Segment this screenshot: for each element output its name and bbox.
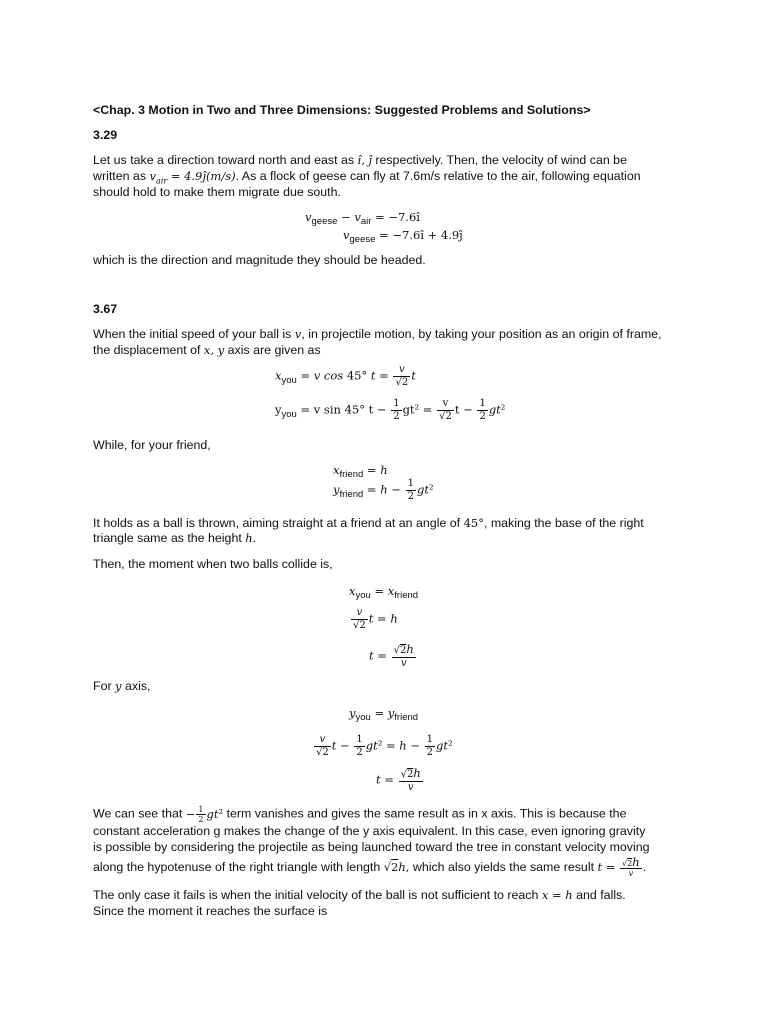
- text-span: It holds as a ball is thrown, aiming straight at a friend at an angle of: [93, 516, 461, 530]
- paragraph-line: [93, 887, 626, 903]
- text-span: triangle same as the height: [93, 531, 242, 545]
- equation: $x_{you} = x_{friend}$: [349, 584, 419, 601]
- paragraph-line: Then, the moment when two balls collide is,: [93, 557, 333, 571]
- math-inline: ĵ: [368, 153, 372, 167]
- math-inline: v: [294, 327, 302, 341]
- equation: $y_{you} = y_{friend}$: [349, 706, 419, 723]
- paragraph-line: [93, 678, 150, 694]
- equation: $v_{geese}$ = −7.6î + 4.9ĵ: [343, 228, 463, 245]
- text-span: , in projectile motion, by taking your position as an origin of frame,: [301, 327, 662, 341]
- paragraph-line: [93, 326, 662, 342]
- equation-x-you: $x_{you} = v$ cos 45° t = $\frac{v}{√2}$ t: [275, 364, 416, 388]
- paragraph-line: Since the moment it reaches the surface is: [93, 904, 328, 918]
- text-span: . As a flock of geese can fly at 7.6m/s relative to the air, following equation: [235, 169, 641, 183]
- paragraph-line: which is the direction and magnitude they should be headed.: [93, 253, 426, 267]
- equation-y-you: $y_{you} = v$ sin 45° t − $\frac{1}{2}$ gt² = $\frac{v}{√2}$ t − $\frac{1}{2}$ gt²: [275, 398, 506, 422]
- equation: $\frac{v}{√2}$ t = h: [353, 607, 398, 631]
- equation-x-friend: $x_{friend} = h$: [333, 463, 388, 480]
- math-inline: î,: [357, 153, 365, 167]
- paragraph-line: [93, 855, 647, 878]
- text-span: The only case it fails is when the initial velocity of the ball is not sufficient to reach: [93, 888, 539, 902]
- text-span: which also yields the same result: [412, 860, 595, 874]
- paragraph-line: [93, 805, 626, 824]
- text-span: axis are given as: [227, 343, 321, 357]
- text-span: We can see that: [93, 806, 183, 821]
- problem-number: 3.67: [93, 302, 118, 316]
- paragraph-line: [93, 530, 256, 546]
- text-span: When the initial speed of your ball is: [93, 327, 292, 341]
- paragraph-line: constant acceleration g makes the change of the y axis equivalent. In this case, even ignoring gravity: [93, 824, 646, 838]
- equation: t = $\frac{√2h}{v}$: [376, 766, 421, 793]
- equation: $\frac{v}{√2}$ t − $\frac{1}{2}$ gt² = h − $\frac{1}{2}$ gt²: [316, 734, 453, 758]
- text-span: , making the base of the right: [483, 516, 644, 530]
- page-heading: <Chap. 3 Motion in Two and Three Dimensions: Suggested Problems and Solutions>: [93, 103, 591, 117]
- math-inline: y: [115, 679, 122, 693]
- paragraph-line: [93, 152, 627, 168]
- equation-y-friend: $y_{friend} = h$ − $\frac{1}{2}$ gt²: [333, 478, 434, 502]
- text-span: and falls.: [576, 888, 626, 902]
- text-span: the displacement of: [93, 343, 201, 357]
- text-span: written as: [93, 169, 147, 183]
- paragraph-line: [93, 342, 321, 358]
- text-span: term vanishes and gives the same result as in x axis. This is because the: [226, 806, 627, 821]
- equation: t = $\frac{√2h}{v}$: [369, 642, 414, 669]
- equation: $v_{geese} - v_{air}$ = −7.6î: [305, 210, 420, 227]
- text-span: along the hypotenuse of the right triangle with length: [93, 860, 381, 874]
- paragraph-line: While, for your friend,: [93, 438, 211, 452]
- text-span: Let us take a direction toward north and east as: [93, 153, 355, 167]
- math-inline: 45°: [463, 516, 484, 530]
- math-inline: t = $\frac{√2h}{v}$ .: [597, 855, 647, 878]
- text-span: axis,: [125, 679, 151, 693]
- text-span: respectively. Then, the velocity of wind can be: [375, 153, 627, 167]
- math-inline: h.: [245, 531, 257, 545]
- paragraph-line: [93, 515, 644, 531]
- math-inline: x, y: [203, 343, 225, 357]
- text-span: For: [93, 679, 112, 693]
- math-inline: x = h: [541, 888, 573, 902]
- paragraph-line: is possible by considering the projectile as being launched toward the tree in constant velocity moving: [93, 840, 650, 854]
- math-inline: − $\frac{1}{2}$ gt²: [185, 805, 224, 824]
- math-inline: $v_{air}$ = 4.9ĵ(m/s): [149, 169, 236, 186]
- math-inline: √2h,: [383, 860, 410, 874]
- problem-number: 3.29: [93, 128, 118, 142]
- paragraph-line: should hold to make them migrate due south.: [93, 185, 341, 199]
